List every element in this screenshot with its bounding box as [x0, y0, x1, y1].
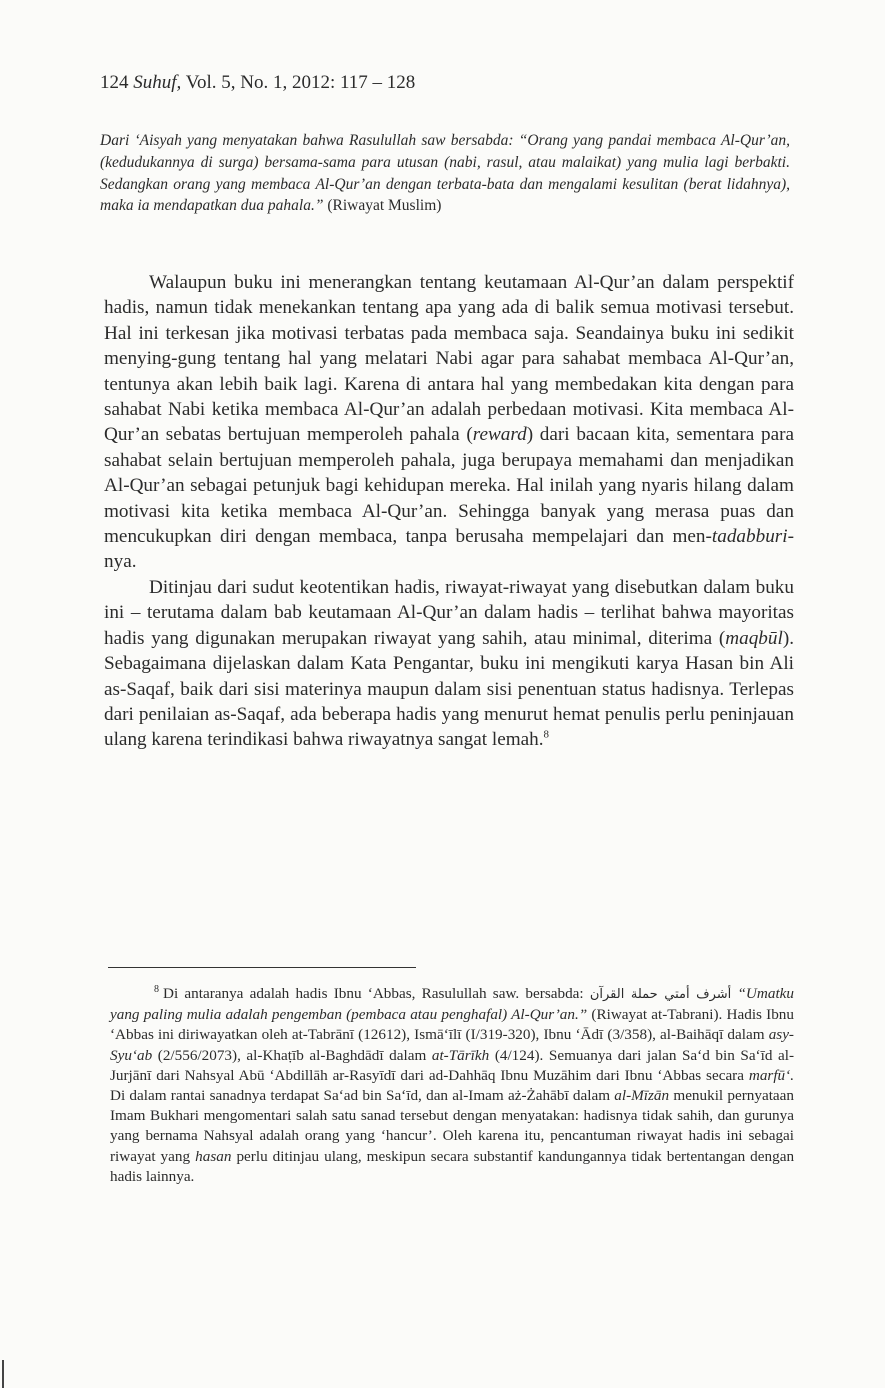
quotation-text: Dari ‘Aisyah yang menyatakan bahwa Rasulullah saw bersabda: “Orang yang pandai membaca Al-Qur’an, (kedudukannya di surga) bersama-sama para utusan (nabi, rasul, atau malaikat) yang mulia lagi berbakti. Sedangkan orang yang membaca Al-Qur’an dengan terbata-bata dan mengalami kesulitan (berat lidahnya), maka ia mendapatkan dua pahala.”	[100, 132, 790, 215]
paragraph1-text-a: Walaupun buku ini menerangkan tentang keutamaan Al-Qur’an dalam perspektif hadis, namun tidak menekankan tentang apa yang ada di balik semua motivasi tersebut. Hal ini terkesan jika motivasi terbatas pada membaca saja. Seandainya buku ini sedikit menying-gung tentang hal yang melatari Nabi agar para sahabat membaca Al-Qur’an, tentunya akan lebih baik lagi. Karena di antara hal yang membedakan kita dengan para sahabat Nabi ketika membaca Al-Qur’an adalah perbedaan motivasi. Kita membaca Al-Qur’an sebatas bertujuan memperoleh pahala (	[104, 272, 794, 446]
hadith-quotation	[100, 130, 790, 217]
footnote-text: (Riwayat at-Tabrani). Hadis Ibnu ‘Abbas ini diriwayatkan oleh at-Tabrānī (12612), Ismā‘īlī (I/319-320), Ibnu ‘Ādī (3/358), al-Baihāqī dalam	[110, 1006, 794, 1044]
term-tadabburi: tadabburi	[711, 526, 788, 548]
paragraph2-text-b: ). Sebagaimana dijelaskan dalam Kata Pengantar, buku ini mengikuti karya Hasan bin Ali as-Saqaf, baik dari sisi materinya maupun dalam sisi penentuan status hadisnya. Terlepas dari penilaian as-Saqaf, ada beberapa hadis yang menurut hemat penulis perlu peninjauan ulang karena terindikasi bahwa riwayatnya sangat lemah.	[104, 627, 794, 751]
journal-name: Suhuf,	[133, 72, 182, 93]
paragraph1-text-c: -nya.	[104, 526, 794, 573]
term-marfu: marfū‘.	[748, 1066, 794, 1084]
running-header	[100, 72, 780, 94]
quotation-source: (Riwayat Muslim)	[327, 197, 442, 215]
footnote-text: menukil pernyataan Imam Bukhari mengomentari salah satu sanad tersebut dengan menyatakan: hadisnya tidak sahih, dan gurunya yang bernama Nahsyal adalah orang yang ‘hancur’. Oleh karena itu, pencantuman riwayat hadis ini sebagai riwayat yang	[110, 1087, 795, 1165]
arabic-hadith-text: أشرف أمتي حملة القرآن	[589, 987, 732, 1002]
footnote-text: (2/556/2073), al-Khaṭīb al-Baghdādī dalam	[157, 1046, 427, 1064]
footnote-number: 8	[154, 983, 159, 995]
book-title-tarikh: at-Tārīkh	[431, 1046, 490, 1064]
paragraph2-text-a: Ditinjau dari sudut keotentikan hadis, riwayat-riwayat yang disebutkan dalam buku ini – terutama dalam bab keutamaan Al-Qur’an dalam hadis – terlihat bahwa mayoritas hadis yang digunakan merupakan riwayat yang sahih, atau minimal, diterima (	[104, 576, 794, 649]
paragraph-authenticity	[104, 575, 794, 753]
paragraph-motivation	[104, 270, 794, 575]
scan-edge-mark	[2, 1360, 4, 1388]
footnote-text: Di dalam rantai sanadnya terdapat Sa‘ad bin Sa‘īd, dan al-Imam aż-Żahābī dalam	[110, 1087, 611, 1105]
main-body	[104, 270, 794, 753]
term-maqbul: maqbūl	[725, 627, 783, 649]
journal-citation: Vol. 5, No. 1, 2012: 117 – 128	[185, 72, 416, 93]
paragraph1-text-b: ) dari bacaan kita, sementara para sahabat selain bertujuan memperoleh pahala, juga berupaya memahami dan menjadikan Al-Qur’an sebagai petunjuk bagi kehidupan mereka. Hal inilah yang nyaris hilang dalam motivasi kita ketika membaca Al-Qur’an. Sehingga banyak yang merasa puas dan mencukupkan diri dengan membaca, tanpa berusaha mempelajari dan men-	[104, 424, 794, 548]
footnote-text: Di antaranya adalah hadis Ibnu ‘Abbas, Rasulullah saw. bersabda:	[163, 985, 584, 1002]
footnote-text: (4/124). Semuanya dari jalan Sa‘d bin Sa‘īd al-Jurjānī dari Nahsyal Abū ‘Abdillāh ar-Rasyīdī dari ad-Dahhāq Ibnu Muzāhim dari Ibnu ‘Abbas secara	[110, 1046, 795, 1084]
page-number: 124	[100, 72, 129, 93]
hadith-translation: “Umatku yang paling mulia adalah pengemban (pembaca atau penghafal) Al-Qur’an.”	[110, 985, 795, 1024]
term-reward: reward	[472, 424, 527, 446]
footnote-text: perlu ditinjau ulang, meskipun secara substantif kandungannya tidak bertentangan dengan hadis lainnya.	[110, 1147, 795, 1185]
footnote-8	[110, 984, 794, 1187]
book-title-mizan: al-Mīzān	[614, 1087, 670, 1105]
footnote-reference[interactable]: 8	[543, 728, 550, 741]
book-title-syuab: asy-Syu‘ab	[110, 1026, 794, 1064]
term-hasan: hasan	[195, 1147, 232, 1165]
footnote-divider	[108, 967, 416, 968]
